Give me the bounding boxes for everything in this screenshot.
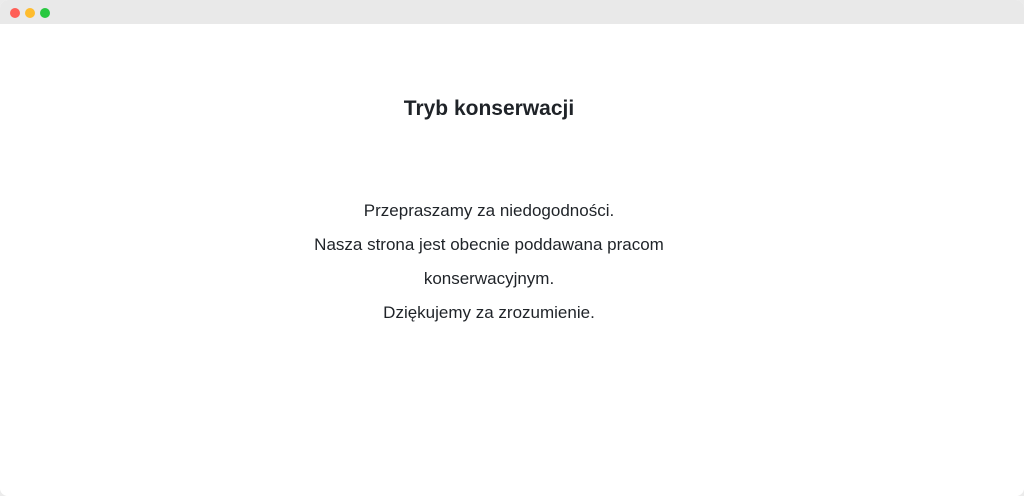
minimize-window-button[interactable] <box>25 8 35 18</box>
window-titlebar <box>0 0 1024 24</box>
maintenance-message <box>300 194 678 330</box>
thanks-text: Dziękujemy za zrozumienie. <box>383 303 595 322</box>
page-content <box>0 24 1024 496</box>
maximize-window-button[interactable] <box>40 8 50 18</box>
close-window-button[interactable] <box>10 8 20 18</box>
page-title: Tryb konserwacji <box>403 97 575 120</box>
maintenance-info-text: Nasza strona jest obecnie poddawana pracom konserwacyjnym. <box>314 235 664 288</box>
apology-text: Przepraszamy za niedogodności. <box>363 201 615 220</box>
